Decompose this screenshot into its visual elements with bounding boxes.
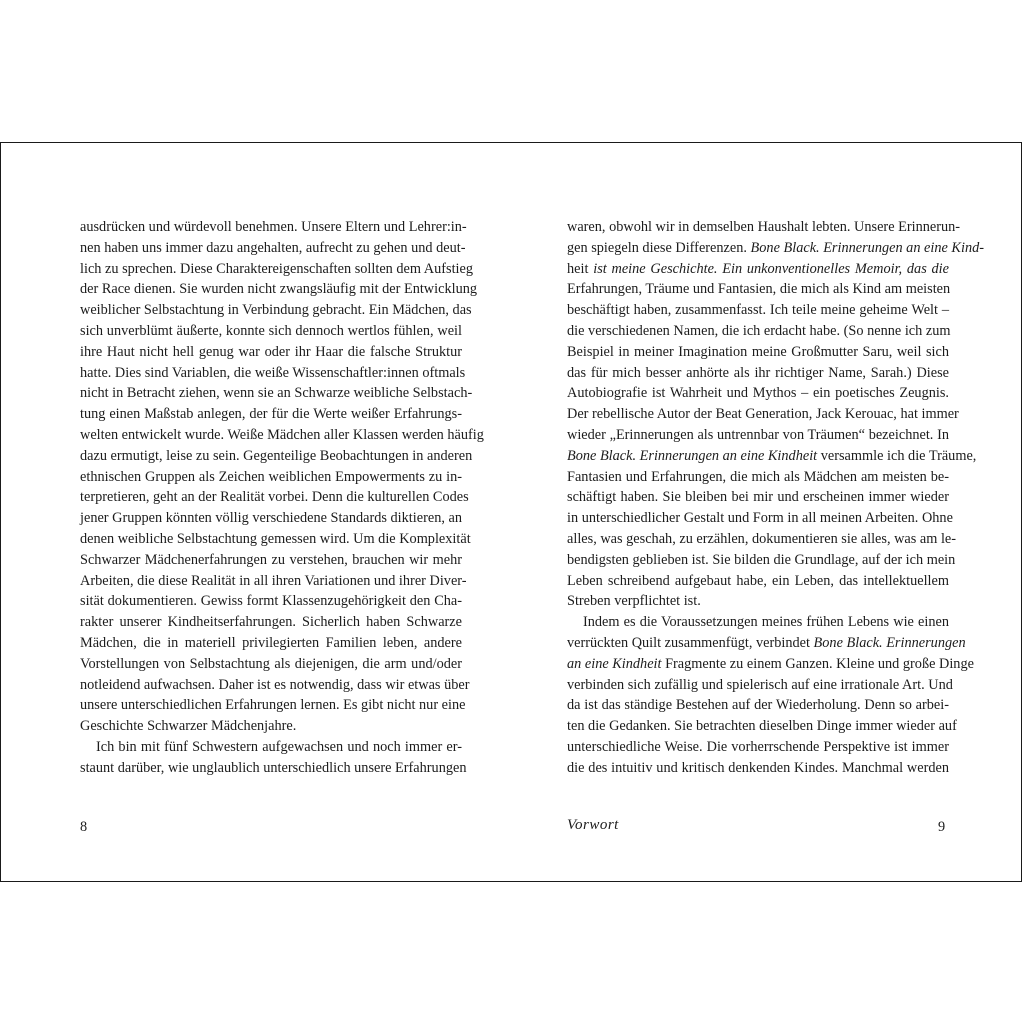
text-line <box>567 425 949 446</box>
text-line <box>567 279 949 300</box>
text-line <box>567 654 974 675</box>
text-line: Arbeiten, die diese Realität in all ihren Variationen und ihrer Diver- <box>80 572 467 589</box>
text-segment: die verschiedenen Namen, die ich erdacht habe. (So nenne ich zum <box>567 322 951 339</box>
text-line <box>567 300 949 321</box>
text-line: terpretieren, geht an der Realität vorbei. Denn die kulturellen Codes <box>80 489 469 506</box>
italic-title: an eine Kindheit <box>567 655 662 672</box>
text-line: Vorstellungen von Selbstachtung als diejenigen, die arm und/oder <box>80 655 462 672</box>
text-line: der Race dienen. Sie wurden nicht zwangsläufig mit der Entwicklung <box>80 281 478 298</box>
text-segment: das für mich besser anhörte als ihr richtiger Name, Sarah.) Diese <box>567 364 949 381</box>
text-segment: verbinden sich zufällig und spielerisch auf eine irrationale Art. Und <box>567 676 953 693</box>
text-line <box>567 238 985 259</box>
text-segment: Fantasien und Erfahrungen, die mich als Mädchen am meisten be- <box>567 468 949 485</box>
text-line: Schwarzer Mädchenerfahrungen zu verstehen, brauchen wir mehr <box>80 551 462 568</box>
text-line <box>567 675 953 696</box>
text-line: sität dokumentieren. Gewiss formt Klassenzugehörigkeit den Cha- <box>80 593 462 610</box>
text-line: staunt darüber, wie unglaublich unterschiedlich unsere Erfahrungen <box>80 759 467 776</box>
italic-title: ist meine Geschichte. Ein unkonventionelles Memoir, das die <box>588 260 949 277</box>
left-page-text <box>80 217 484 779</box>
text-segment: ten die Gedanken. Sie betrachten dieselben Dinge immer wieder auf <box>567 718 957 735</box>
text-line: nen haben uns immer dazu angehalten, aufrecht zu gehen und deut- <box>80 239 466 256</box>
text-line <box>567 259 949 280</box>
text-segment: heit <box>567 260 589 277</box>
text-segment: gen spiegeln diese Differenzen. <box>567 239 751 256</box>
text-segment: Autobiografie ist Wahrheit und Mythos – ein poetisches Zeugnis. <box>567 385 949 402</box>
text-line <box>567 363 949 384</box>
text-line <box>567 612 949 633</box>
text-segment: da ist das ständige Bestehen auf der Wiederholung. Denn so arbei- <box>567 697 949 714</box>
text-segment: Beispiel in meiner Imagination meine Großmutter Saru, weil sich <box>567 343 949 360</box>
italic-title: Bone Black. Erinnerungen an eine Kindheit <box>567 447 818 464</box>
text-segment: Der rebellische Autor der Beat Generation, Jack Kerouac, hat immer <box>567 406 959 423</box>
text-line <box>567 446 977 467</box>
text-line <box>567 591 949 612</box>
text-line <box>567 695 949 716</box>
text-line <box>567 529 957 550</box>
text-segment: in unterschiedlicher Gestalt und Form in all meinen Arbeiten. Ohne <box>567 510 953 527</box>
text-line: tung einen Maßstab anlegen, der für die Werte weißer Erfahrungs- <box>80 406 462 423</box>
text-line: dazu ermutigt, leise zu sein. Gegenteilige Beobachtungen in anderen <box>80 447 473 464</box>
text-segment: Leben schreibend aufgebaut habe, ein Leben, das intellektuellem <box>567 572 949 589</box>
text-line: notleidend aufwachsen. Daher ist es notwendig, dass wir etwas über <box>80 676 470 693</box>
text-segment: Streben verpflichtet ist. <box>567 593 701 610</box>
text-line <box>567 487 949 508</box>
text-line: ausdrücken und würdevoll benehmen. Unsere Eltern und Lehrer:in- <box>80 219 467 235</box>
page-number-left: 8 <box>80 819 88 835</box>
text-line: ihre Haut nicht hell genug war oder ihr Haar die falsche Struktur <box>80 343 462 360</box>
text-segment: wieder „Erinnerungen als untrennbar von Träumen“ bezeichnet. In <box>567 426 949 443</box>
book-spread <box>0 142 1022 882</box>
right-page-text <box>567 217 985 779</box>
text-line <box>567 321 949 342</box>
text-line <box>567 217 961 238</box>
text-line <box>567 716 957 737</box>
text-line: hatte. Dies sind Variablen, die weiße Wissenschaftler:innen oftmals <box>80 364 466 381</box>
text-line: weiblicher Selbstachtung in Verbindung gebracht. Ein Mädchen, das <box>80 302 472 319</box>
text-segment: beschäftigt haben, zusammenfasst. Ich teile meine geheime Welt – <box>567 302 949 319</box>
text-line <box>567 737 949 758</box>
text-line: jener Gruppen könnten völlig verschiedene Standards diktieren, an <box>80 510 462 527</box>
text-segment: schäftigt haben. Sie bleiben bei mir und erscheinen immer wieder <box>567 489 949 506</box>
text-segment: bendigsten geblieben ist. Sie bilden die Grundlage, auf der ich mein <box>567 551 956 568</box>
text-line <box>567 404 959 425</box>
text-segment: Erfahrungen, Träume und Fantasien, die mich als Kind am meisten <box>567 281 951 298</box>
text-line: Geschichte Schwarzer Mädchenjahre. <box>80 718 297 735</box>
text-line: sich unverblümt äußerte, konnte sich dennoch wertlos fühlen, weil <box>80 322 462 339</box>
text-segment: versammle ich die Träume, <box>817 447 977 464</box>
text-line: rakter unserer Kindheitserfahrungen. Sicherlich haben Schwarze <box>80 614 462 631</box>
text-line <box>567 383 949 404</box>
text-line <box>567 550 956 571</box>
text-segment: Indem es die Voraussetzungen meines frühen Lebens wie einen <box>583 614 949 631</box>
italic-title: Bone Black. Erinnerungen <box>813 634 966 651</box>
text-segment: die des intuitiv und kritisch denkenden Kindes. Manchmal werden <box>567 759 949 776</box>
text-segment: verrückten Quilt zusammenfügt, verbindet <box>567 634 814 651</box>
text-line: Ich bin mit fünf Schwestern aufgewachsen und noch immer er- <box>96 738 462 755</box>
text-line: unsere unterschiedlichen Erfahrungen lernen. Es gibt nicht nur eine <box>80 697 466 714</box>
text-line <box>567 467 949 488</box>
page-number-right: 9 <box>938 819 946 835</box>
text-line: Mädchen, die in materiell privilegierten Familien leben, andere <box>80 634 462 651</box>
text-line: welten entwickelt wurde. Weiße Mädchen aller Klassen werden häufig <box>80 426 484 443</box>
text-segment: alles, was geschah, zu erzählen, dokumentieren sie alles, was am le- <box>567 530 957 547</box>
italic-title: Bone Black. Erinnerungen an eine Kind- <box>750 239 985 256</box>
text-line <box>567 758 949 779</box>
text-line: denen weibliche Selbstachtung gemessen wird. Um die Komplexität <box>80 530 471 547</box>
text-line <box>567 342 949 363</box>
text-line <box>567 633 966 654</box>
text-line <box>567 571 949 592</box>
text-line <box>567 508 953 529</box>
text-line: nicht in Betracht ziehen, wenn sie an Schwarze weibliche Selbstach- <box>80 385 473 402</box>
text-segment: unterschiedliche Weise. Die vorherrschende Perspektive ist immer <box>567 738 949 755</box>
text-segment: Fragmente zu einem Ganzen. Kleine und große Dinge <box>661 655 974 672</box>
running-head: Vorwort <box>567 817 619 833</box>
text-segment: waren, obwohl wir in demselben Haushalt lebten. Unsere Erinnerun- <box>567 219 961 235</box>
text-line: ethnischen Gruppen als Zeichen weiblichen Empowerments zu in- <box>80 468 462 485</box>
text-line: lich zu sprechen. Diese Charaktereigenschaften sollten dem Aufstieg <box>80 260 474 277</box>
